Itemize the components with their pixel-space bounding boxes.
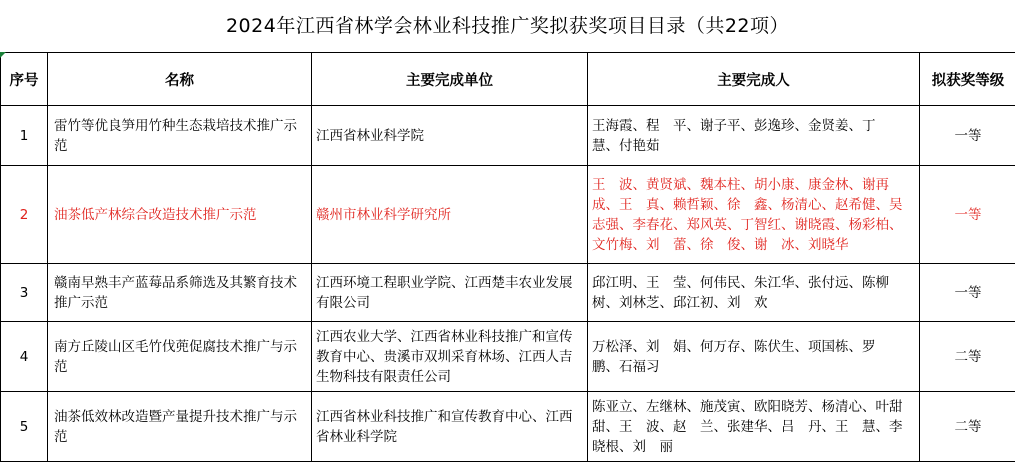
- row-people: [588, 392, 920, 462]
- row-people-text: 王 波、黄贤斌、魏本柱、胡小康、康金林、谢再成、王 真、赖哲颖、徐 鑫、杨清心、赵希健、吴志强、李春花、郑风英、丁智红、谢晓霞、杨彩柏、文竹梅、刘 蕾、徐 俊、谢 冰、刘晓华: [592, 176, 903, 253]
- row-people-text: 邱江明、王 莹、何伟民、朱江华、张付远、陈柳树、刘林芝、邱江初、刘 欢: [592, 274, 889, 311]
- row-people: [588, 264, 920, 322]
- row-grade: 一等: [920, 264, 1015, 322]
- row-grade: 一等: [920, 166, 1015, 264]
- row-project-name-text: 油茶低效林改造暨产量提升技术推广与示范: [54, 408, 297, 445]
- header-unit: 主要完成单位: [312, 53, 588, 106]
- row-project-name-text: 赣南早熟丰产蓝莓品系筛选及其繁育技术推广示范: [54, 274, 297, 311]
- row-project-name: [48, 392, 312, 462]
- row-people-text: 万松泽、刘 娟、何万存、陈伏生、项国栋、罗 鹏、石福习: [592, 338, 889, 375]
- row-seq: 1: [1, 106, 48, 166]
- row-unit: [312, 322, 588, 392]
- table-row: [1, 322, 1015, 392]
- row-project-name-text: 雷竹等优良笋用竹种生态栽培技术推广示范: [54, 117, 297, 154]
- row-unit-text: 江西环境工程职业学院、江西楚丰农业发展有限公司: [316, 274, 573, 311]
- cell-corner-marker: [0, 52, 6, 58]
- row-project-name-text: 南方丘陵山区毛竹伐蔸促腐技术推广与示范: [54, 338, 297, 375]
- row-unit: [312, 392, 588, 462]
- row-unit-text: 江西省林业科学院: [316, 127, 424, 144]
- row-grade: 一等: [920, 106, 1015, 166]
- row-unit: [312, 166, 588, 264]
- row-people: [588, 166, 920, 264]
- award-table: [0, 52, 1015, 462]
- table-row: [1, 392, 1015, 462]
- row-seq: 4: [1, 322, 48, 392]
- row-seq: 5: [1, 392, 48, 462]
- row-project-name: [48, 264, 312, 322]
- row-unit-text: 江西省林业科技推广和宣传教育中心、江西省林业科学院: [316, 408, 573, 445]
- row-seq: 2: [1, 166, 48, 264]
- row-project-name: [48, 322, 312, 392]
- header-grade: 拟获奖等级: [920, 53, 1015, 106]
- table-row: [1, 106, 1015, 166]
- row-grade: 二等: [920, 392, 1015, 462]
- row-grade: 二等: [920, 322, 1015, 392]
- table-row: [1, 166, 1015, 264]
- header-people: 主要完成人: [588, 53, 920, 106]
- page-title: 2024年江西省林学会林业科技推广奖拟获奖项目目录（共22项）: [225, 15, 790, 37]
- row-seq: 3: [1, 264, 48, 322]
- table-row: [1, 264, 1015, 322]
- row-people-text: 陈亚立、左继林、施茂寅、欧阳晓芳、杨清心、叶甜甜、王 波、赵 兰、张建华、吕 丹、王 慧、李晓根、刘 丽: [592, 398, 903, 455]
- row-unit: [312, 106, 588, 166]
- row-project-name: [48, 106, 312, 166]
- row-unit-text: 赣州市林业科学研究所: [316, 206, 451, 223]
- header-seq: 序号: [1, 53, 48, 106]
- header-name: 名称: [48, 53, 312, 106]
- row-project-name: [48, 166, 312, 264]
- table-header-row: [1, 53, 1015, 106]
- row-unit-text: 江西农业大学、江西省林业科技推广和宣传教育中心、贵溪市双圳采育林场、江西人吉生物科技有限责任公司: [316, 328, 573, 385]
- row-people: [588, 322, 920, 392]
- row-unit: [312, 264, 588, 322]
- row-people-text: 王海霞、程 平、谢子平、彭逸珍、金贤姜、丁 慧、付艳茹: [592, 117, 889, 154]
- row-people: [588, 106, 920, 166]
- row-project-name-text: 油茶低产林综合改造技术推广示范: [54, 206, 257, 223]
